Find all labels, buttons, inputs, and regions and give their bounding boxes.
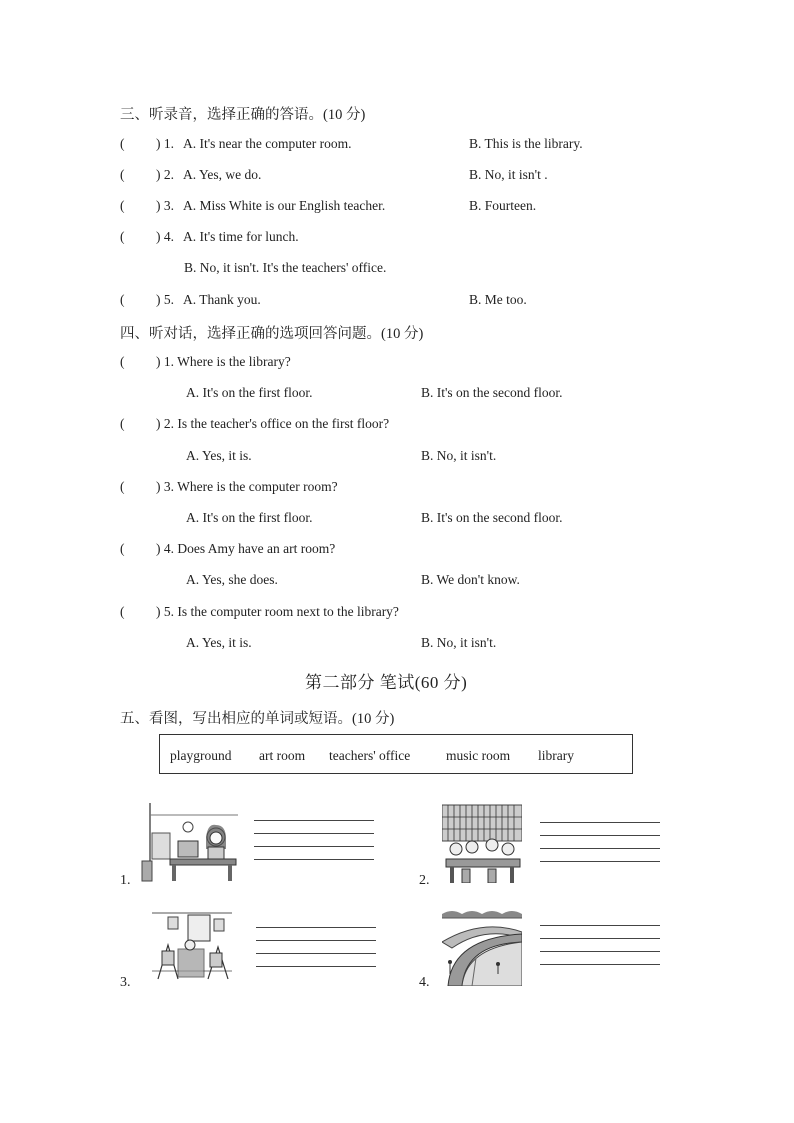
answer-paren[interactable]: (	[120, 198, 125, 213]
option-b: B. No, it isn't.	[421, 448, 497, 463]
picture-number: 1.	[120, 873, 131, 888]
item-number: ) 1.	[156, 136, 174, 151]
part2-title: 第二部分 笔试(60 分)	[305, 673, 468, 692]
office-illustration	[140, 803, 240, 883]
question: ) 1. Where is the library?	[156, 354, 291, 369]
answer-paren[interactable]: (	[120, 229, 125, 244]
option-b: B. It's on the second floor.	[421, 385, 563, 400]
option-a: A. It's time for lunch.	[183, 229, 299, 244]
answer-paren[interactable]: (	[120, 541, 125, 556]
option-a: A. It's on the first floor.	[186, 510, 313, 525]
option-a: A. Yes, it is.	[186, 635, 252, 650]
word-bank	[159, 734, 633, 774]
answer-paren[interactable]: (	[120, 604, 125, 619]
option-b: B. No, it isn't. It's the teachers' office.	[184, 260, 387, 275]
option-a: A. Thank you.	[183, 292, 261, 307]
answer-lines[interactable]	[540, 925, 660, 977]
option-a: A. It's on the first floor.	[186, 385, 313, 400]
section3-heading: 三、听录音，选择正确的答语。(10 分)	[120, 107, 366, 123]
question: ) 4. Does Amy have an art room?	[156, 541, 336, 556]
answer-paren[interactable]: (	[120, 479, 125, 494]
question: ) 3. Where is the computer room?	[156, 479, 338, 494]
option-b: B. Fourteen.	[469, 198, 537, 213]
option-a: A. Yes, it is.	[186, 448, 252, 463]
section5-heading: 五、看图，写出相应的单词或短语。(10 分)	[120, 711, 395, 727]
option-a: A. It's near the computer room.	[183, 136, 352, 151]
option-a: A. Miss White is our English teacher.	[183, 198, 386, 213]
word-music-room: music room	[446, 748, 511, 763]
option-b: B. No, it isn't .	[469, 167, 548, 182]
item-number: ) 4.	[156, 229, 174, 244]
option-b: B. We don't know.	[421, 572, 520, 587]
answer-paren[interactable]: (	[120, 292, 125, 307]
option-a: A. Yes, she does.	[186, 572, 278, 587]
answer-paren[interactable]: (	[120, 354, 125, 369]
picture-number: 2.	[419, 873, 430, 888]
picture-number: 3.	[120, 975, 131, 990]
question: ) 5. Is the computer room next to the library?	[156, 604, 399, 619]
item-number: ) 3.	[156, 198, 174, 213]
library-illustration	[442, 803, 522, 883]
option-a: A. Yes, we do.	[183, 167, 262, 182]
option-b: B. This is the library.	[469, 136, 583, 151]
answer-paren[interactable]: (	[120, 416, 125, 431]
word-library: library	[538, 748, 574, 763]
answer-lines[interactable]	[256, 927, 376, 979]
section4-heading: 四、听对话，选择正确的选项回答问题。(10 分)	[120, 326, 424, 342]
answer-paren[interactable]: (	[120, 167, 125, 182]
answer-lines[interactable]	[254, 820, 374, 872]
picture-number: 4.	[419, 975, 430, 990]
option-b: B. Me too.	[469, 292, 527, 307]
word-playground: playground	[170, 748, 232, 763]
item-number: ) 5.	[156, 292, 174, 307]
question: ) 2. Is the teacher's office on the first floor?	[156, 416, 390, 431]
answer-paren[interactable]: (	[120, 136, 125, 151]
option-b: B. No, it isn't.	[421, 635, 497, 650]
word-teachers-office: teachers' office	[329, 748, 411, 763]
answer-lines[interactable]	[540, 822, 660, 874]
art-room-illustration	[152, 909, 232, 985]
playground-illustration	[442, 908, 522, 986]
word-art-room: art room	[259, 748, 306, 763]
item-number: ) 2.	[156, 167, 174, 182]
option-b: B. It's on the second floor.	[421, 510, 563, 525]
